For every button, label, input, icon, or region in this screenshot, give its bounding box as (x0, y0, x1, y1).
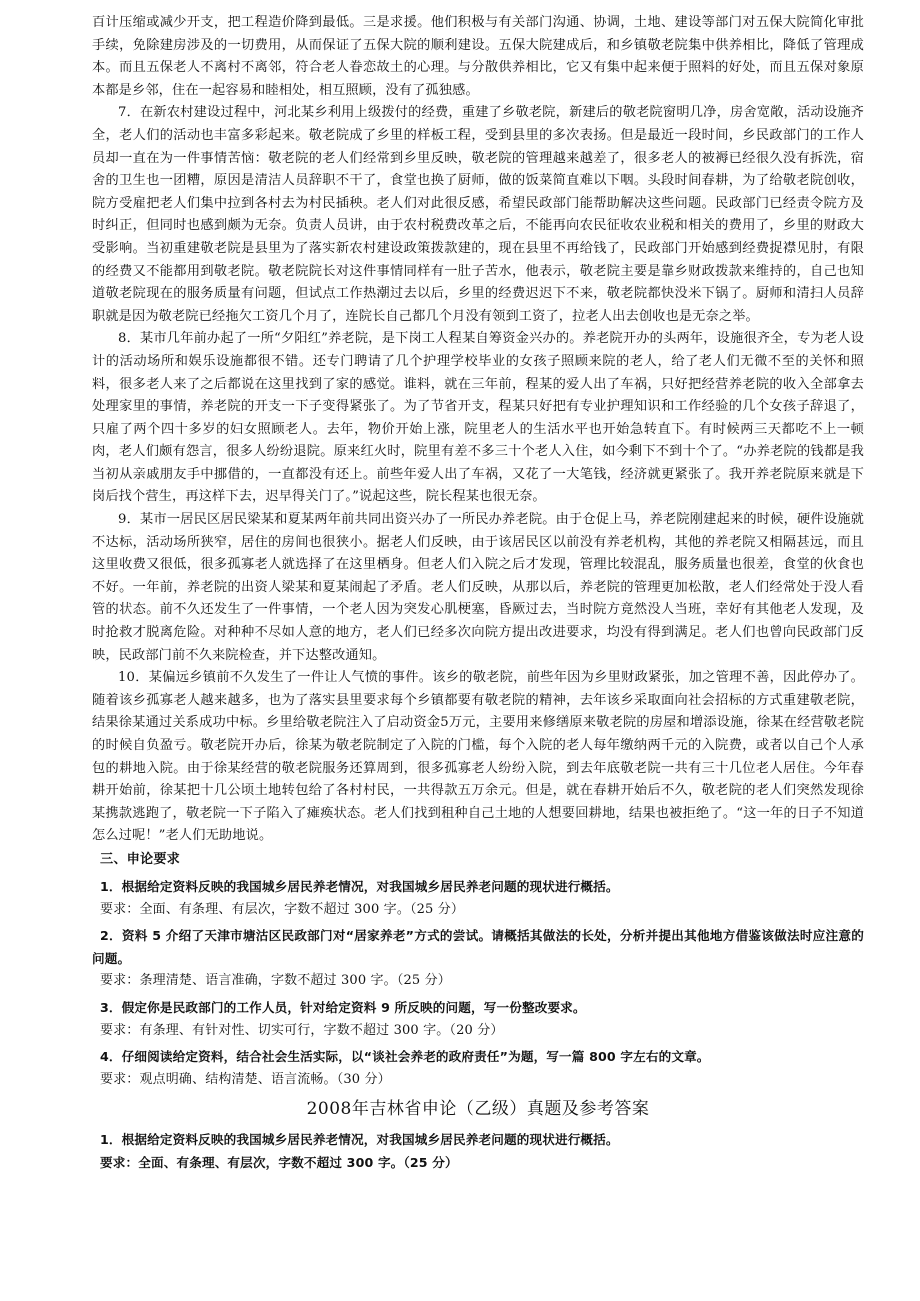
paragraph-continued: 百计压缩或减少开支，把工程造价降到最低。三是求援。他们积极与有关部门沟通、协调，土地、建设等部门对五保大院简化审批手续，免除建房涉及的一切费用，从而保证了五保大院的顺利建设。五保大院建成后，和乡镇敬老院集中供养相比，降低了管理成本。而且五保老人不离村不离邻，符合老人眷恋故土的心理。与分散供养相比，它又有集中起来便于照料的好处，而且五保对象原本都是乡邻，住在一起容易和睦相处，相互照顾，没有了孤独感。 (92, 15, 864, 98)
question-1-requirement: 要求：全面、有条理、有层次，字数不超过 300 字。（25 分） (100, 901, 465, 917)
question-1: 1．根据给定资料反映的我国城乡居民养老情况，对我国城乡居民养老问题的现状进行概括。 (100, 878, 619, 894)
paragraph-8: 8．某市几年前办起了一所“夕阳红”养老院，是下岗工人程某自筹资金兴办的。养老院开办的头两年，设施很齐全，专为老人设计的活动场所和娱乐设施都很不错。还专门聘请了几个护理学校毕业的女孩子照顾来院的老人，给了老人们无微不至的关怀和照料，很多老人来了之后都说在这里找到了家的感觉。谁料，就在三年前，程某的爱人出了车祸，只好把经营养老院的收入全部拿去处理家里的事情，养老院的开支一下子变得紧张了。为了节省开支，程某只好把有专业护理知识和工作经验的几个女孩子辞退了，只雇了两个四十多岁的妇女照顾老人。去年，物价开始上涨，院里老人的生活水平也开始急转直下。有时候两三天都吃不上一顿肉，老人们颇有怨言，很多人纷纷退院。原来红火时，院里有差不多三十个老人入住，如今剩下不到十个了。“办养老院的钱都是我当初从亲戚朋友手中挪借的，一直都没有还上。前些年爱人出了车祸，又花了一大笔钱，经济就更紧张了。我开养老院原来就是下岗后找个营生，再这样下去，迟早得关门了。”说起这些，院长程某也很无奈。 (92, 331, 864, 505)
answer-question-1-requirement: 要求：全面、有条理、有层次，字数不超过 300 字。（25 分） (100, 1154, 458, 1170)
question-3: 3．假定你是民政部门的工作人员，针对给定资料 9 所反映的问题，写一份整改要求。 (100, 999, 586, 1015)
section-heading: 三、申论要求 (100, 851, 181, 867)
paragraph-7: 7．在新农村建设过程中，河北某乡利用上级拨付的经费，重建了乡敬老院，新建后的敬老院窗明几净，房舍宽敞，活动设施齐全，老人们的活动也丰富多彩起来。敬老院成了乡里的样板工程，受到县里的多次表扬。但是最近一段时间，乡民政部门的工作人员却一直在为一件事情苦恼：敬老院的老人们经常到乡里反映，敬老院的管理越来越差了，很多老人的被褥已经很久没有拆洗，宿舍的卫生也一团糟，原因是清洁人员辞职不干了，食堂也换了厨师，做的饭菜简直难以下咽。头段时间春耕，为了给敬老院创收，院方受雇把老人们集中拉到各村去为村民插秧。老人们对此很反感，希望民政部门能帮助解决这些问题。民政部门已经责令院方及时纠正，但同时也感到颇为无奈。负责人员讲，由于农村税费改革之后，不能再向农民征收农业税和相关的费用了，乡里的财政大受影响。当初重建敬老院是县里为了落实新农村建设政策拨款建的，现在县里不再给钱了，民政部门开始感到经费捉襟见肘，有限的经费又不能都用到敬老院。敬老院院长对这件事情同样有一肚子苦水，他表示，敬老院主要是靠乡财政拨款来维持的，自己也知道敬老院现在的服务质量有问题，但试点工作热潮过去以后，乡里的经费迟迟下不来，敬老院都快没米下锅了。厨师和清扫人员辞职就是因为敬老院已经拖欠工资几个月了，连院长自己都几个月没有领到工资了，拉老人出去创收也是无奈之举。 (92, 105, 864, 324)
question-4: 4．仔细阅读给定资料，结合社会生活实际，以“谈社会养老的政府责任”为题，写一篇 800 字左右的文章。 (100, 1049, 710, 1065)
paragraph-10: 10．某偏远乡镇前不久发生了一件让人气愤的事件。该乡的敬老院，前些年因为乡里财政紧张，加之管理不善，因此停办了。随着该乡孤寡老人越来越多，也为了落实县里要求每个乡镇都要有敬老院的精神，去年该乡采取面向社会招标的方式重建敬老院，结果徐某通过关系成功中标。乡里给敬老院注入了启动资金5万元，主要用来修缮原来敬老院的房屋和增添设施，徐某在经营敬老院的时候自负盈亏。敬老院开办后，徐某为敬老院制定了入院的门槛，每个入院的老人每年缴纳两千元的入院费，或者以自己个人承包的耕地入院。由于徐某经营的敬老院服务还算周到，很多孤寡老人纷纷入院，到去年底敬老院一共有三十几位老人居住。今年春耕开始前，徐某把十几公顷土地转包给了各村村民，一共得款五万余元。但是，就在春耕开始后不久，敬老院的老人们突然发现徐某携款逃跑了，敬老院一下子陷入了瘫痪状态。老人们找到租种自己土地的人想要回耕地，结果也被拒绝了。“这一年的日子不知道怎么过呢！”老人们无助地说。 (92, 670, 864, 844)
question-2: 2．资料 5 介绍了天津市塘沽区民政部门对“居家养老”方式的尝试。请概括其做法的长处，分析并提出其他地方借鉴该做法时应注意的问题。 (92, 928, 864, 966)
answer-question-1: 1．根据给定资料反映的我国城乡居民养老情况，对我国城乡居民养老问题的现状进行概括。 (100, 1132, 619, 1148)
paragraph-9: 9．某市一居民区居民梁某和夏某两年前共同出资兴办了一所民办养老院。由于仓促上马，养老院刚建起来的时候，硬件设施就不达标，活动场所狭窄，居住的房间也很狭小。据老人们反映，由于该居民区以前没有养老机构，其他的养老院又相隔甚远，而且这里收费又很低，很多孤寡老人就选择了在这里栖身。但老人们入院之后才发现，管理比较混乱，服务质量也很差，食堂的伙食也不好。一年前，养老院的出资人梁某和夏某闹起了矛盾。老人们反映，从那以后，养老院的管理更加松散，老人们经常处于没人看管的状态。前不久还发生了一件事情，一个老人因为突发心肌梗塞，昏厥过去，当时院方竟然没人当班，幸好有其他老人发现，及时抢救才脱离危险。对种种不尽如人意的地方，老人们已经多次向院方提出改进要求，均没有得到满足。老人们也曾向民政部门反映，民政部门前不久来院检查，并下达整改通知。 (92, 512, 864, 663)
question-4-requirement: 要求：观点明确、结构清楚、语言流畅。（30 分） (100, 1071, 391, 1087)
question-2-requirement: 要求：条理清楚、语言准确，字数不超过 300 字。（25 分） (100, 973, 451, 989)
answer-title: 2008年吉林省申论（乙级）真题及参考答案 (306, 1099, 650, 1120)
question-3-requirement: 要求：有条理、有针对性、切实可行，字数不超过 300 字。（20 分） (100, 1022, 504, 1038)
